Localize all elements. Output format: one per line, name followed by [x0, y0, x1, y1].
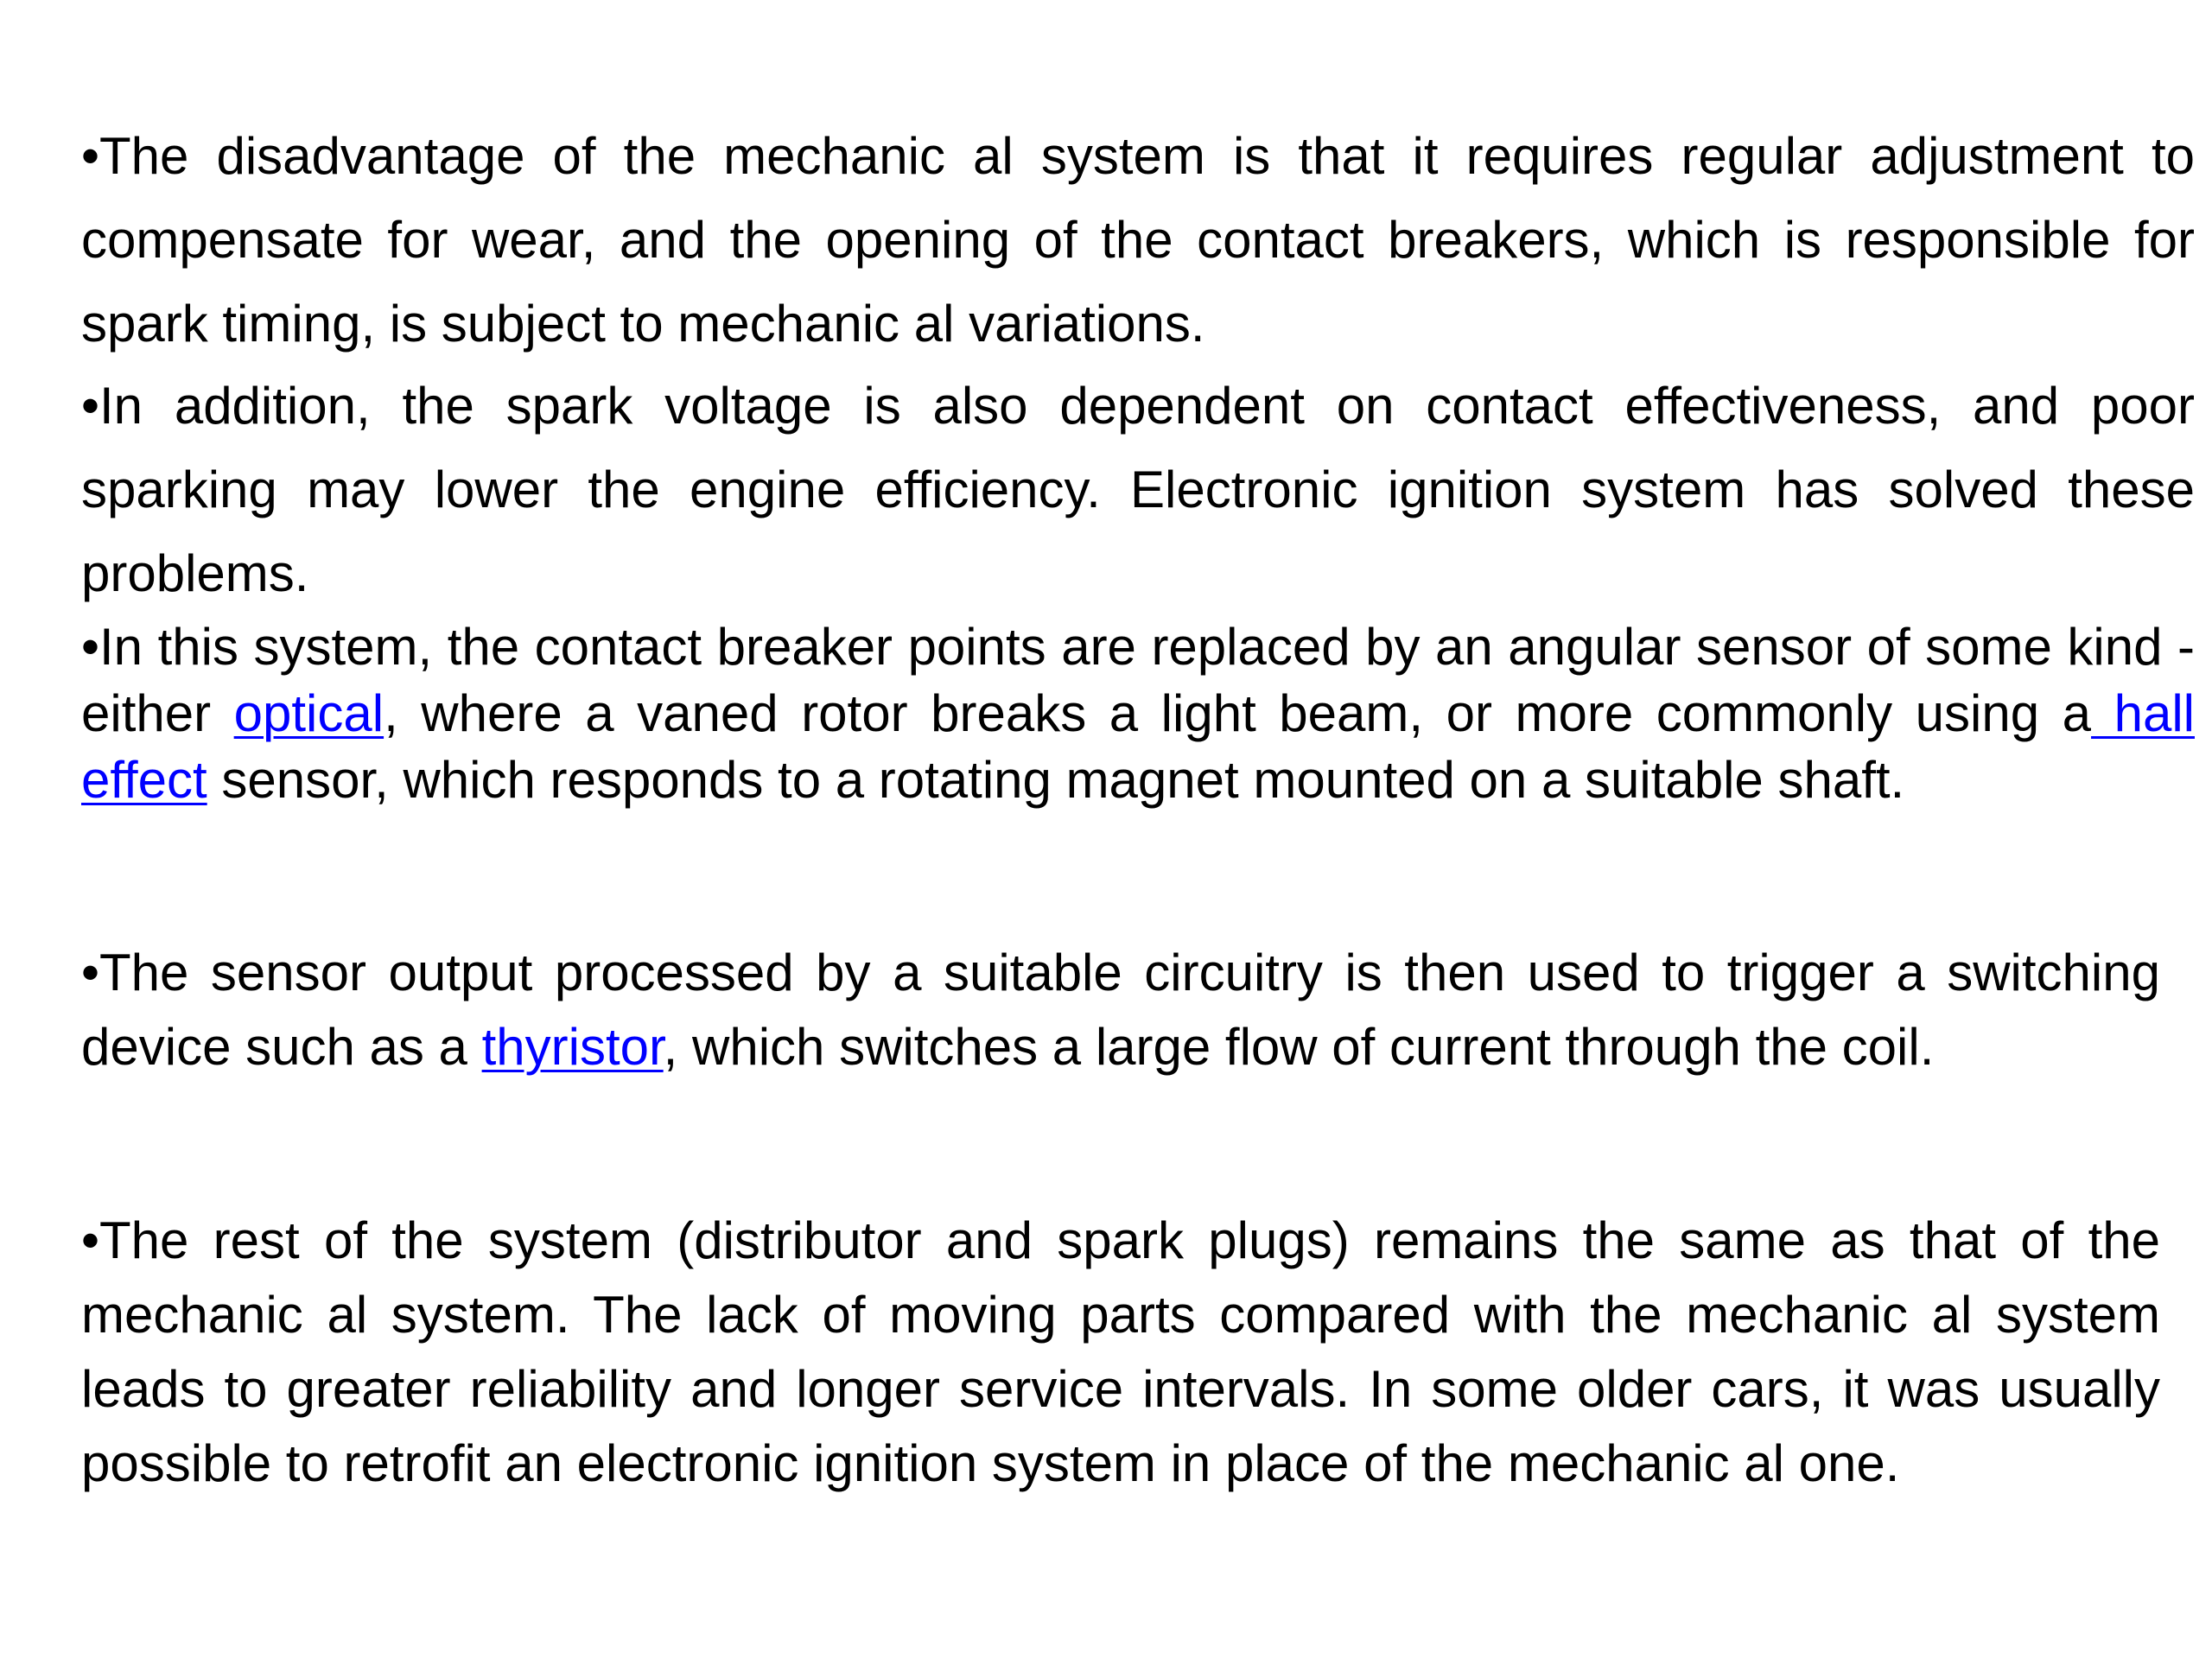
- paragraph-rest-of-system: •The rest of the system (distributor and spark plugs) remains the same as that of the mechanic al system. The lack of moving parts compared with the mechanic al system leads to greater reliability and longer service intervals. In some older cars, it was usually possible to retrofit an electronic ignition system in place of the mechanic al one.: [81, 1211, 2160, 1492]
- paragraph-mechanical-disadvantage: •The disadvantage of the mechanic al system is that it requires regular adjustment to compensate for wear, and the opening of the contact breakers, which is responsible for spark timing, is subject to mechanic al variations.: [81, 127, 2195, 353]
- link-optical[interactable]: optical: [233, 684, 385, 742]
- link-hall-effect[interactable]: hall effect: [81, 684, 2195, 809]
- paragraph-angular-sensor-text-3: sensor, which responds to a rotating magnet mounted on a suitable shaft.: [207, 751, 1905, 809]
- paragraph-angular-sensor-text-1: •In this system, the contact breaker points are replaced by an angular sensor of some kind - either: [81, 618, 2195, 742]
- paragraph-sensor-output-text-2: , which switches a large flow of current through the coil.: [663, 1018, 1935, 1076]
- paragraph-angular-sensor: [81, 613, 2195, 813]
- paragraph-sensor-output: [81, 936, 2160, 1084]
- paragraph-sensor-output-text-1: •The sensor output processed by a suitable circuitry is then used to trigger a switching device such as a: [81, 944, 2160, 1076]
- paragraph-spark-voltage: •In addition, the spark voltage is also dependent on contact effectiveness, and poor sparking may lower the engine efficiency. Electronic ignition system has solved these problems.: [81, 377, 2195, 602]
- paragraph-angular-sensor-text-2: , where a vaned rotor breaks a light beam, or more commonly using a: [384, 684, 2092, 742]
- link-thyristor[interactable]: thyristor: [481, 1018, 664, 1076]
